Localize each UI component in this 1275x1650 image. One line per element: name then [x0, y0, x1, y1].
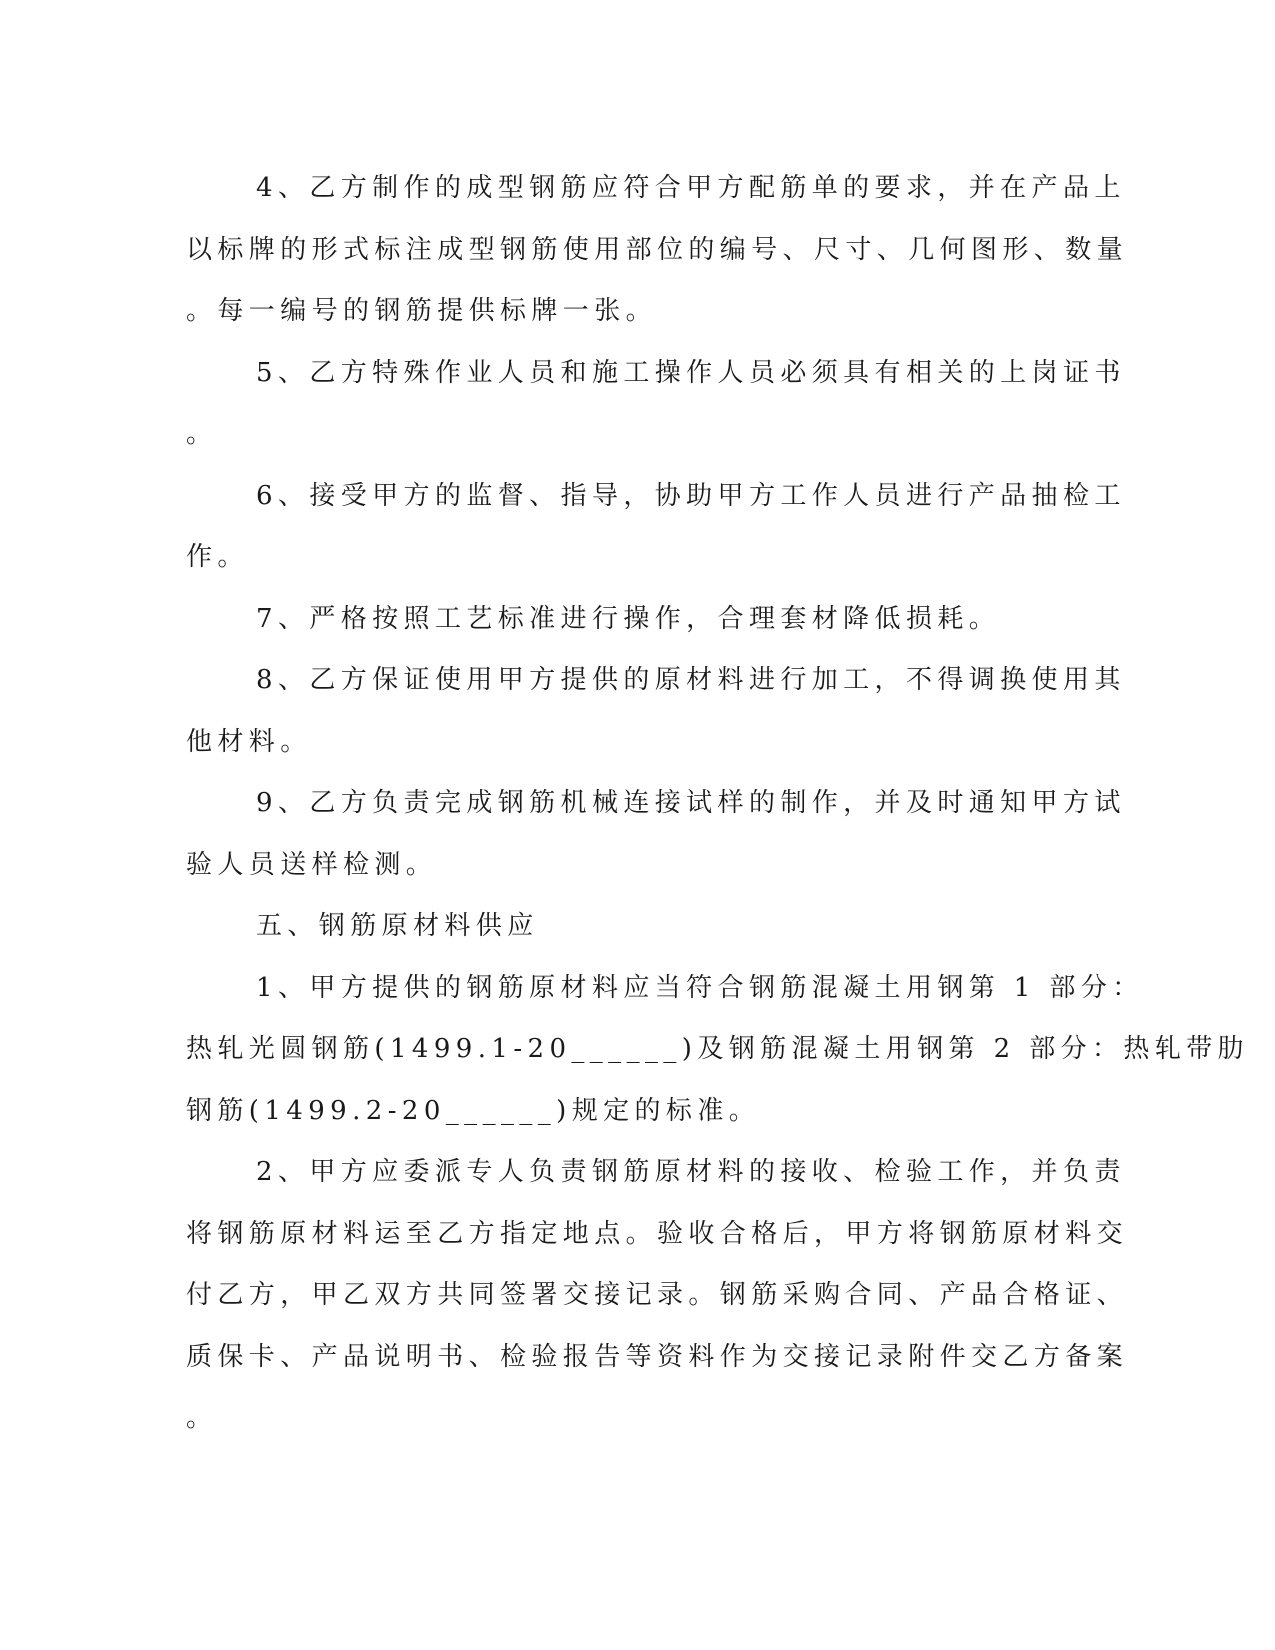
paragraph-supply-2 — [186, 1142, 1129, 1450]
text-line: 6、接受甲方的监督、指导，协助甲方工作人员进行产品抽检工 — [256, 480, 1126, 511]
paragraph-7 — [186, 589, 1086, 651]
text-line: 1、甲方提供的钢筋原材料应当符合钢筋混凝土用钢第 1 部分： — [256, 972, 1144, 1003]
paragraph-5 — [186, 343, 1126, 466]
text-line: 将钢筋原材料运至乙方指定地点。验收合格后，甲方将钢筋原材料交 — [186, 1218, 1129, 1249]
text-line: 。每一编号的钢筋提供标牌一张。 — [186, 296, 658, 326]
paragraph-8 — [186, 650, 1126, 773]
text-line: 质保卡、产品说明书、检验报告等资料作为交接记录附件交乙方备案 — [186, 1341, 1129, 1372]
text-line: 热轧光圆钢筋(1499.1-20______)及钢筋混凝土用钢第 2 部分：热轧带肋 — [186, 1034, 1250, 1064]
text-line: 。 — [186, 419, 218, 449]
paragraph-supply-1 — [186, 958, 1250, 1143]
text-line: 7、严格按照工艺标准进行操作，合理套材降低损耗。 — [256, 603, 1001, 634]
text-line: 。 — [186, 1403, 218, 1433]
document-body — [186, 158, 1250, 1450]
text-line: 以标牌的形式标注成型钢筋使用部位的编号、尺寸、几何图形、数量 — [186, 234, 1129, 265]
paragraph-4 — [186, 158, 1129, 343]
text-line: 验人员送样检测。 — [186, 849, 438, 880]
text-line: 2、甲方应委派专人负责钢筋原材料的接收、检验工作，并负责 — [256, 1157, 1126, 1187]
text-line: 付乙方，甲乙双方共同签署交接记录。钢筋采购合同、产品合格证、 — [186, 1280, 1129, 1310]
text-line: 8、乙方保证使用甲方提供的原材料进行加工，不得调换使用其 — [256, 665, 1126, 695]
paragraph-6 — [186, 466, 1126, 589]
text-line: 作。 — [186, 542, 249, 572]
section-heading: 五、钢筋原材料供应 — [256, 911, 539, 941]
text-line: 他材料。 — [186, 726, 312, 757]
text-line: 5、乙方特殊作业人员和施工操作人员必须具有相关的上岗证书 — [256, 357, 1126, 388]
text-line: 4、乙方制作的成型钢筋应符合甲方配筋单的要求，并在产品上 — [256, 173, 1126, 203]
paragraph-9 — [186, 773, 1126, 896]
section-heading-5 — [186, 896, 1086, 958]
text-line: 9、乙方负责完成钢筋机械连接试样的制作，并及时通知甲方试 — [256, 788, 1126, 818]
text-line: 钢筋(1499.2-20______)规定的标准。 — [186, 1095, 761, 1126]
